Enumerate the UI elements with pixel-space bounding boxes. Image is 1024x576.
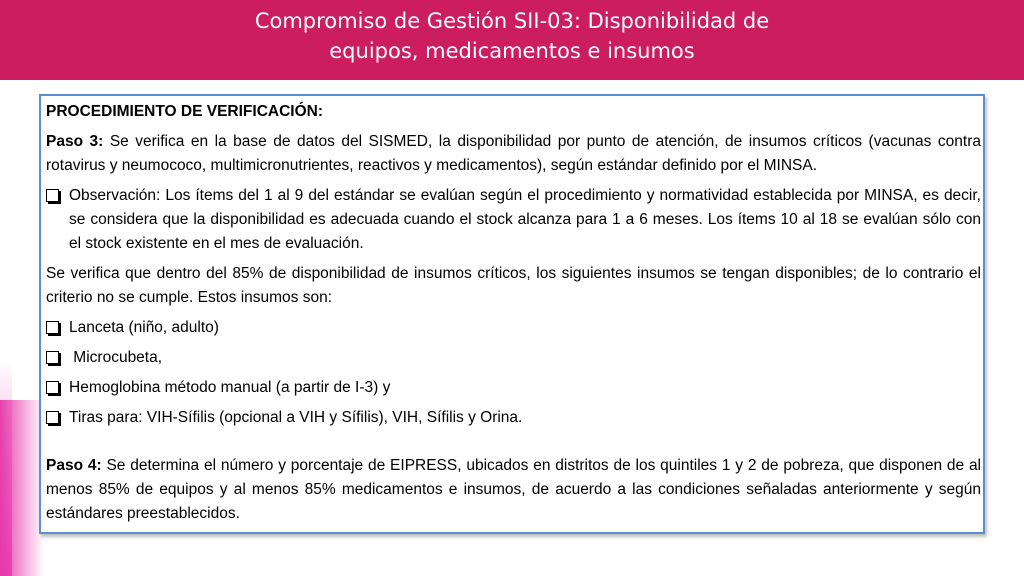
observacion-bullet <box>46 184 981 256</box>
list-item <box>46 376 981 400</box>
slide-title <box>150 6 874 66</box>
list-item <box>46 316 981 340</box>
list-item <box>46 346 981 370</box>
paso-4-paragraph <box>46 454 981 526</box>
decorative-pink-accent <box>0 400 44 576</box>
list-item-text: Tiras para: VIH-Sífilis (opcional a VIH y Sífilis), VIH, Sífilis y Orina. <box>69 409 523 426</box>
paso-4-label: Paso 4: <box>46 457 102 474</box>
checkbox-bullet-icon <box>46 381 59 394</box>
list-item <box>46 406 981 430</box>
paso-3-paragraph <box>46 130 981 178</box>
checkbox-bullet-icon <box>46 411 59 424</box>
section-heading: PROCEDIMIENTO DE VERIFICACIÓN: <box>46 103 324 120</box>
paso-3-label: Paso 3: <box>46 133 104 150</box>
verifica-paragraph: Se verifica que dentro del 85% de disponibilidad de insumos críticos, los siguientes insumos se tengan disponibles; de lo contrario el criterio no se cumple. Estos insumos son: <box>46 265 981 306</box>
title-line-1: Compromiso de Gestión SII-03: Disponibilidad de <box>254 9 770 33</box>
title-line-2: equipos, medicamentos e insumos <box>329 39 695 63</box>
observacion-text: Observación: Los ítems del 1 al 9 del estándar se evalúan según el procedimiento y normatividad establecida por MINSA, es decir, se considera que la disponibilidad es adecuada cuando el stock alcanza para 1 a 6 meses. Los ítems 10 al 18 se evalúan sólo con el stock existente en el mes de evaluación. <box>69 187 981 252</box>
checkbox-bullet-icon <box>46 321 59 334</box>
title-banner <box>0 0 1024 80</box>
list-item-text: Lanceta (niño, adulto) <box>69 319 219 336</box>
list-item-text: Hemoglobina método manual (a partir de I-3) y <box>69 379 391 396</box>
checkbox-bullet-icon <box>46 351 59 364</box>
paso-4-text: Se determina el número y porcentaje de EIPRESS, ubicados en distritos de los quintiles 1 y 2 de pobreza, que disponen de al menos 85% de equipos y al menos 85% medicamentos e insumos, de acuerdo a las condiciones señaladas anteriormente y según estándares preestablecidos. <box>46 457 982 522</box>
list-item-text: Microcubeta, <box>69 349 163 366</box>
paso-3-text: Se verifica en la base de datos del SISMED, la disponibilidad por punto de atención, de insumos críticos (vacunas contra rotavirus y neumococo, multimicronutrientes, reactivos y medicamentos), según estándar definido por el MINSA. <box>46 133 981 174</box>
content-text <box>46 100 981 526</box>
checkbox-bullet-icon <box>46 189 59 202</box>
